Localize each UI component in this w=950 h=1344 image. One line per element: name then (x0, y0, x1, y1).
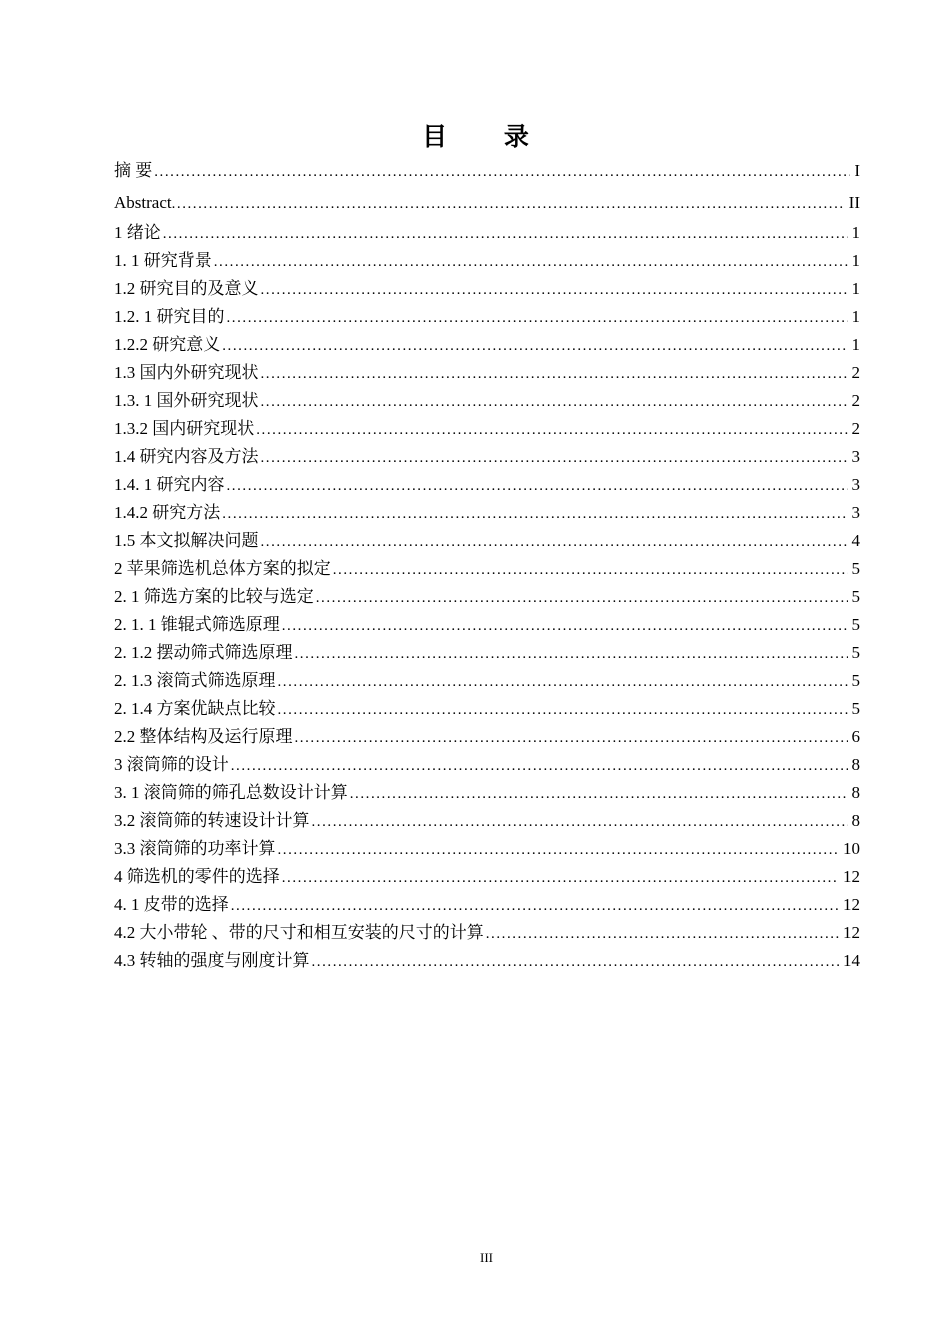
toc-entry[interactable] (114, 157, 860, 186)
toc-entry-page-number: 10 (843, 839, 860, 858)
toc-entry-title: 4. 1 皮带的选择 (114, 895, 229, 914)
toc-entry-page-number: 5 (851, 587, 860, 606)
toc-dot-leader (333, 555, 848, 584)
toc-entry-title: 3. 1 滚筒筛的筛孔总数设计计算 (114, 783, 348, 802)
toc-dot-leader (282, 611, 848, 640)
toc-dot-leader (214, 247, 848, 276)
toc-dot-leader (261, 443, 848, 472)
toc-entry-page-number: 2 (851, 363, 860, 382)
toc-dot-leader (163, 219, 848, 248)
toc-entry-page-number: 5 (851, 671, 860, 690)
toc-dot-leader (312, 947, 840, 976)
toc-entry[interactable] (114, 247, 860, 275)
toc-entry[interactable] (114, 186, 860, 219)
toc-entry-title: 1.5 本文拟解决问题 (114, 531, 259, 550)
toc-entry-page-number: II (848, 193, 860, 212)
toc-entry-title: 2. 1.2 摆动筛式筛选原理 (114, 643, 293, 662)
toc-entry-page-number: 12 (843, 895, 860, 914)
toc-entry-page-number: 5 (851, 699, 860, 718)
toc-dot-leader (231, 891, 839, 920)
toc-entry-title: 4 筛选机的零件的选择 (114, 867, 280, 886)
toc-entry-page-number: 2 (851, 391, 860, 410)
toc-entry[interactable] (114, 611, 860, 639)
toc-entry[interactable] (114, 639, 860, 667)
toc-dot-leader (278, 835, 840, 864)
toc-entry-title: 1.4. 1 研究内容 (114, 475, 225, 494)
toc-entry-title: 1. 1 研究背景 (114, 251, 212, 270)
toc-dot-leader (256, 415, 847, 444)
toc-entry-page-number: 6 (851, 727, 860, 746)
toc-dot-leader (295, 723, 848, 752)
toc-entry[interactable] (114, 667, 860, 695)
toc-dot-leader (350, 779, 848, 808)
toc-dot-leader (278, 695, 848, 724)
toc-entry-title: 3 滚筒筛的设计 (114, 755, 229, 774)
toc-entry[interactable] (114, 359, 860, 387)
toc-entry[interactable] (114, 219, 860, 247)
toc-entry[interactable] (114, 835, 860, 863)
toc-entry-title: 1.4 研究内容及方法 (114, 447, 259, 466)
toc-entry-page-number: 8 (851, 755, 860, 774)
toc-entry[interactable] (114, 695, 860, 723)
toc-entry-page-number: 1 (851, 251, 860, 270)
toc-entry-title: 2 苹果筛选机总体方案的拟定 (114, 559, 331, 578)
toc-entry[interactable] (114, 387, 860, 415)
toc-entry[interactable] (114, 555, 860, 583)
toc-entry-page-number: 5 (851, 559, 860, 578)
toc-dot-leader (227, 471, 848, 500)
toc-entry-page-number: 8 (851, 811, 860, 830)
toc-dot-leader (222, 499, 847, 528)
toc-entry-title: 2. 1. 1 锥辊式筛选原理 (114, 615, 280, 634)
toc-entry-title: 1.2.2 研究意义 (114, 335, 221, 354)
toc-dot-leader (172, 186, 845, 221)
toc-entry[interactable] (114, 471, 860, 499)
toc-entry-title: 1.3. 1 国外研究现状 (114, 391, 259, 410)
footer-page-number: III (480, 1250, 493, 1265)
toc-entry[interactable] (114, 415, 860, 443)
toc-entry[interactable] (114, 275, 860, 303)
toc-entry-title: 摘 要 (114, 161, 153, 180)
toc-list (114, 157, 860, 975)
toc-dot-leader (278, 667, 848, 696)
toc-dot-leader (282, 863, 839, 892)
toc-entry-page-number: 3 (851, 475, 860, 494)
toc-dot-leader (261, 387, 848, 416)
toc-entry[interactable] (114, 891, 860, 919)
toc-entry-title: Abstract (114, 193, 172, 212)
toc-entry[interactable] (114, 527, 860, 555)
toc-entry-title: 4.2 大小带轮 、带的尺寸和相互安装的尺寸的计算 (114, 923, 484, 942)
toc-entry-page-number: 5 (851, 615, 860, 634)
toc-entry[interactable] (114, 443, 860, 471)
toc-entry-title: 3.2 滚筒筛的转速设计计算 (114, 811, 310, 830)
toc-dot-leader (316, 583, 848, 612)
toc-entry[interactable] (114, 303, 860, 331)
toc-entry-page-number: 1 (851, 223, 860, 242)
toc-entry-page-number: 2 (851, 419, 860, 438)
toc-entry[interactable] (114, 863, 860, 891)
toc-entry[interactable] (114, 499, 860, 527)
toc-entry-page-number: I (854, 161, 860, 180)
toc-entry-page-number: 14 (843, 951, 860, 970)
toc-entry-page-number: 3 (851, 447, 860, 466)
toc-entry[interactable] (114, 919, 860, 947)
toc-entry-page-number: 5 (851, 643, 860, 662)
toc-entry-title: 2. 1.3 滚筒式筛选原理 (114, 671, 276, 690)
toc-dot-leader (154, 157, 850, 186)
toc-entry-title: 1.4.2 研究方法 (114, 503, 221, 522)
toc-entry-title: 1.3.2 国内研究现状 (114, 419, 255, 438)
toc-entry-page-number: 8 (851, 783, 860, 802)
toc-dot-leader (261, 527, 848, 556)
toc-entry-page-number: 1 (851, 335, 860, 354)
toc-entry-title: 3.3 滚筒筛的功率计算 (114, 839, 276, 858)
toc-dot-leader (261, 275, 848, 304)
toc-title: 目 录 (422, 122, 553, 151)
toc-dot-leader (295, 639, 848, 668)
toc-dot-leader (227, 303, 848, 332)
toc-entry-page-number: 3 (851, 503, 860, 522)
toc-entry[interactable] (114, 947, 860, 975)
toc-dot-leader (222, 331, 847, 360)
toc-entry-page-number: 4 (851, 531, 860, 550)
toc-entry-page-number: 1 (851, 279, 860, 298)
toc-entry-title: 2. 1.4 方案优缺点比较 (114, 699, 276, 718)
toc-entry[interactable] (114, 807, 860, 835)
toc-dot-leader (486, 919, 839, 948)
toc-entry[interactable] (114, 331, 860, 359)
toc-entry-title: 4.3 转轴的强度与刚度计算 (114, 951, 310, 970)
toc-entry-title: 1.2 研究目的及意义 (114, 279, 259, 298)
toc-entry-title: 1.3 国内外研究现状 (114, 363, 259, 382)
toc-dot-leader (312, 807, 848, 836)
toc-entry[interactable] (114, 723, 860, 751)
toc-entry-title: 2. 1 筛选方案的比较与选定 (114, 587, 314, 606)
toc-entry-page-number: 1 (851, 307, 860, 326)
toc-entry-page-number: 12 (843, 923, 860, 942)
toc-entry-title: 1 绪论 (114, 223, 161, 242)
toc-dot-leader (261, 359, 848, 388)
toc-entry[interactable] (114, 751, 860, 779)
toc-entry-title: 1.2. 1 研究目的 (114, 307, 225, 326)
toc-entry-page-number: 12 (843, 867, 860, 886)
toc-entry[interactable] (114, 779, 860, 807)
toc-entry[interactable] (114, 583, 860, 611)
toc-entry-title: 2.2 整体结构及运行原理 (114, 727, 293, 746)
toc-dot-leader (231, 751, 848, 780)
